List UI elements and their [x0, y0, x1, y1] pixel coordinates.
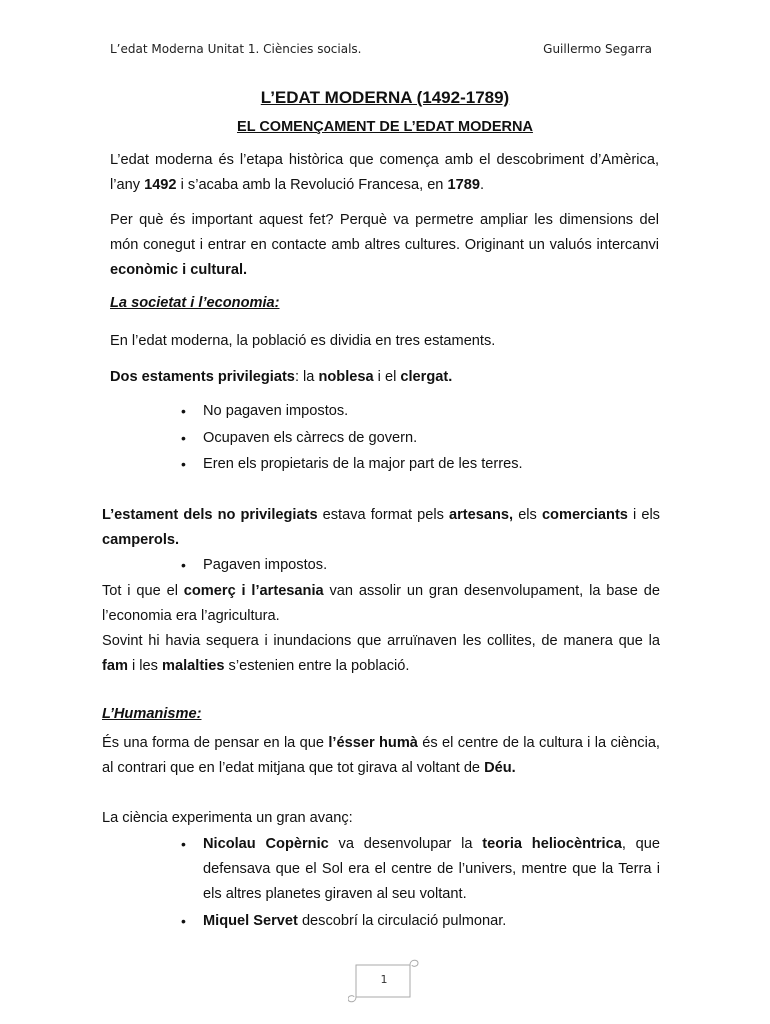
document-title: L’EDAT MODERNA (1492-1789)	[260, 88, 510, 107]
header-right: Guillermo Segarra	[543, 42, 652, 56]
list-item: • Miquel Servet descobrí la circulació pulmonar.	[203, 909, 660, 934]
page-number-scroll	[348, 957, 420, 1003]
list-item: • Eren els propietaris de la major part de les terres.	[203, 451, 523, 478]
page-number: 1	[380, 973, 388, 986]
society-paragraph-4: Tot i que el comerç i l’artesania van assolir un gran desenvolupament, la base de l’economia era l’agricultura.	[102, 583, 660, 624]
society-paragraph-2: Dos estaments privilegiats: la noblesa i el clergat.	[110, 369, 453, 385]
page-header	[110, 42, 652, 56]
section-heading-humanism: L’Humanisme:	[102, 706, 202, 722]
society-paragraph-5: Sovint hi havia sequera i inundacions que arruïnaven les collites, de manera que la fam i les malalties s’estenien entre la població.	[102, 633, 660, 674]
intro-paragraph-1: L’edat moderna és l’etapa històrica que comença amb el descobriment d’Amèrica, l’any 1492 i s’acaba amb la Revolució Francesa, en 1789.	[110, 152, 659, 193]
society-paragraph-1: En l’edat moderna, la població es dividia en tres estaments.	[110, 333, 496, 349]
header-left: L’edat Moderna Unitat 1. Ciències socials.	[110, 42, 362, 56]
humanism-paragraph-1: És una forma de pensar en la que l’ésser humà és el centre de la cultura i la ciència, al contrari que en l’edat mitjana que tot girava al voltant de Déu.	[102, 735, 660, 776]
list-item: • No pagaven impostos.	[203, 398, 523, 425]
humanism-paragraph-2: La ciència experimenta un gran avanç:	[102, 810, 353, 826]
science-bullet-list	[203, 832, 660, 936]
section-heading-society: La societat i l’economia:	[110, 295, 280, 311]
society-paragraph-3: L’estament dels no privilegiats estava format pels artesans, els comerciants i els camperols.	[102, 507, 660, 548]
list-item: • Ocupaven els càrrecs de govern.	[203, 425, 523, 452]
intro-paragraph-2: Per què és important aquest fet? Perquè va permetre ampliar les dimensions del món conegut i entrar en contacte amb altres cultures. Originant un valuós intercanvi econòmic i cultural.	[110, 212, 659, 278]
nonprivileged-bullet-list	[203, 552, 327, 579]
privileged-bullet-list	[203, 398, 523, 478]
document-subtitle: EL COMENÇAMENT DE L’EDAT MODERNA	[237, 119, 533, 135]
list-item: • Nicolau Copèrnic va desenvolupar la teoria heliocèntrica, que defensava que el Sol era el centre de l’univers, mentre que la Terra i els altres planetes giraven al seu voltant.	[203, 832, 660, 907]
list-item: • Pagaven impostos.	[203, 552, 327, 579]
